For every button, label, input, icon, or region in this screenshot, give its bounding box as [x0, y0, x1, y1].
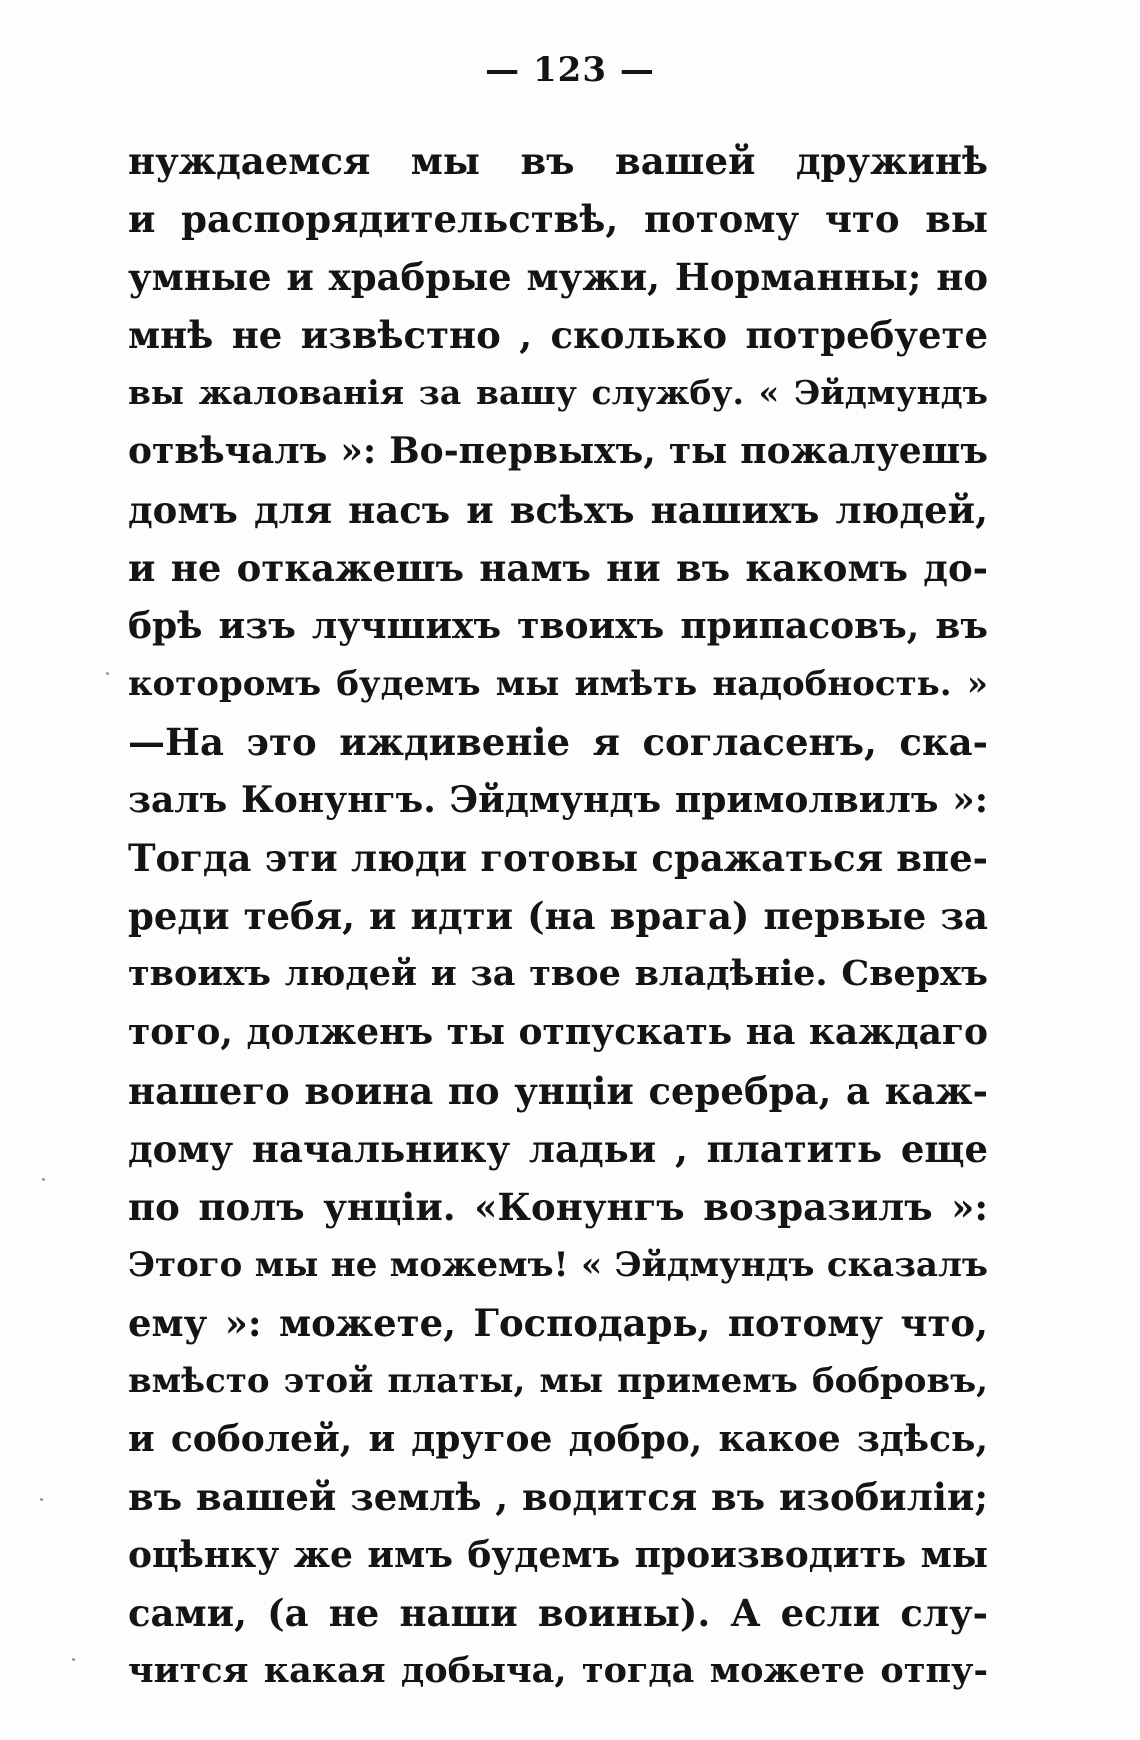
text-line: мнѣ не извѣстно , сколько потребуете: [128, 313, 988, 358]
text-line: нуждаемся мы въ вашей дружинѣ: [128, 139, 988, 183]
page-number: — 123 —: [485, 50, 655, 90]
text-line: Этого мы не можемъ! « Эйдмундъ сказалъ: [128, 1244, 988, 1285]
body-text: [128, 132, 988, 1701]
text-line: нашего воина по унціи серебра, а каж-: [128, 1068, 988, 1113]
text-line: дому начальнику ладьи , платить еще: [128, 1126, 988, 1171]
text-line: чится какая добыча, тогда можете отпу-: [128, 1650, 988, 1692]
text-line: и не откажешъ намъ ни въ какомъ до-: [128, 545, 988, 590]
text-line: —На это иждивеніе я согласенъ, ска-: [128, 719, 988, 764]
paper-speck: [42, 1178, 45, 1181]
text-line: которомъ будемъ мы имѣть надобность. »: [128, 663, 988, 704]
text-line: вы жалованія за вашу службу. « Эйдмундъ: [128, 373, 988, 413]
paper-speck: [72, 1658, 75, 1661]
text-line: и соболей, и другое добро, какое здѣсь,: [128, 1418, 988, 1461]
text-line: ему »: можете, Господарь, потому что,: [128, 1300, 988, 1345]
text-line: оцѣнку же имъ будемъ производить мы: [128, 1534, 988, 1577]
text-line: домъ для насъ и всѣхъ нашихъ людей,: [128, 487, 988, 532]
text-line: въ вашей землѣ , водится въ изобиліи;: [128, 1475, 988, 1520]
text-line: того, долженъ ты отпускать на каждаго: [128, 1011, 988, 1054]
text-line: по полъ унціи. «Конунгъ возразилъ »:: [128, 1184, 988, 1229]
text-line: Тогда эти люди готовы сражаться впе-: [128, 836, 988, 881]
paper-speck: [106, 672, 109, 675]
text-line: и распорядительствѣ, потому что вы: [128, 197, 988, 242]
paper-speck: [40, 1498, 43, 1501]
text-line: умные и храбрые мужи, Норманны; но: [128, 255, 988, 300]
text-line: твоихъ людей и за твое владѣніе. Сверхъ: [128, 953, 988, 995]
text-line: реди тебя, и идти (на врага) первые за: [128, 894, 988, 939]
text-line: брѣ изъ лучшихъ твоихъ припасовъ, въ: [128, 604, 988, 647]
text-line: отвѣчалъ »: Во-первыхъ, ты пожалуешъ: [128, 430, 988, 473]
text-line: сами, (а не наши воины). А если слу-: [128, 1591, 988, 1636]
text-line: залъ Конунгъ. Эйдмундъ примолвилъ »:: [128, 779, 988, 822]
text-line: вмѣсто этой платы, мы примемъ бобровъ,: [128, 1360, 988, 1401]
